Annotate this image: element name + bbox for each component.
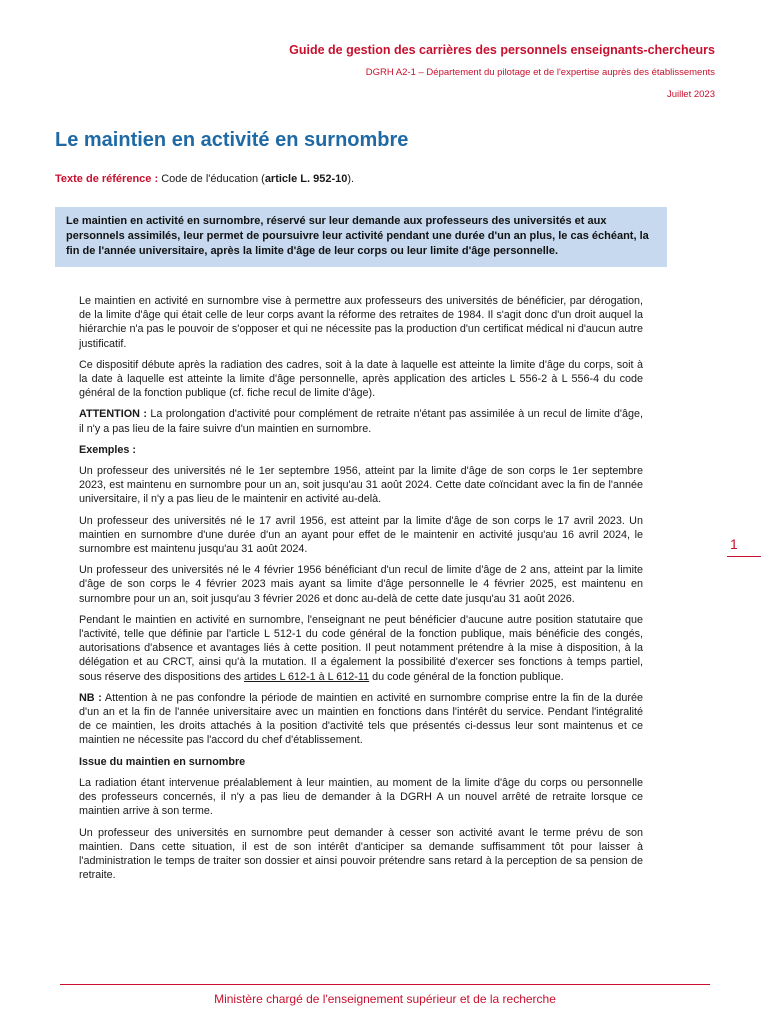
paragraph-intro: Le maintien en activité en surnombre vise à permettre aux professeurs des universités de bénéficier, par dérogation, de la limite d'âge qui était celle de leur corps avant la réforme des retraites de 1984. Il s'agit donc d'un droit auquel la hiérarchie n'a pas le pouvoir de s'opposer et qui ne nécessite pas la production d'un certificat médical ni d'aucun autre justificatif.	[79, 295, 643, 350]
page-number-rule	[727, 556, 761, 557]
footer-text: Ministère chargé de l'enseignement supérieur et de la recherche	[214, 992, 556, 1006]
example-3: Un professeur des universités né le 4 février 1956 bénéficiant d'un recul de limite d'âge de 2 ans, atteint par la limite d'âge de son corps le 4 février 2023 mais ayant sa limite d'âge personnelle le 4 février 2025, est maintenu en surnombre pour un an, soit jusqu'au 3 février 2026 et donc au-delà de cette date jusqu'au 31 août 2026.	[79, 564, 643, 605]
footer-rule	[60, 984, 710, 985]
attention-text: La prolongation d'activité pour complément de retraite n'étant pas assimilée à un recul de limite d'âge, il n'y a pas lieu de la faire suivre d'un maintien en surnombre.	[79, 408, 644, 435]
example-2: Un professeur des universités né le 17 avril 1956, est atteint par la limite d'âge de son corps le 17 avril 2023. Un maintien en surnombre d'une durée d'un an ayant pour effet de le maintenir en activité jusqu'au 16 avril 2024, le surnombre est maintenu jusqu'au 31 août 2024.	[79, 514, 643, 556]
paragraph-nb	[79, 691, 643, 748]
issue-heading: Issue du maintien en surnombre	[79, 755, 246, 768]
issue-paragraph-2: Un professeur des universités en surnombre peut demander à cesser son activité avant le terme prévu de son maintien. Dans cette situation, il est de son intérêt d'anticiper sa demande suffisamment tôt pour laisser à l'administration le temps de traiter son dossier et ainsi pouvoir prétendre sans retard à la perception de sa pension de retraite.	[79, 826, 643, 882]
issue-paragraph-1: La radiation étant intervenue préalablement à leur maintien, au moment de la limite d'âge du corps ou personnelle des professeurs concernés, il n'y a pas lieu de demander à la DGRH A un nouvel arrêté de retraite lorsque ce maintien arrive à son terme.	[79, 776, 643, 818]
nb-text: Attention à ne pas confondre la période de maintien en activité en surnombre comprise entre la fin de la durée d'un an et la fin de l'année universitaire avec un maintien en fonctions dans l'intérêt du service. Pendant l'intégralité de ce maintien, les droits attachés à la position d'activité tels que présentés ci-dessus leur sont maintenus et ce maintien ne nécessite pas l'accord du chef d'établissement.	[79, 691, 643, 747]
page-number: 1	[730, 536, 738, 552]
page-title: Le maintien en activité en surnombre	[55, 129, 409, 151]
example-1: Un professeur des universités né le 1er septembre 1956, atteint par la limite d'âge de son corps le 1er septembre 2023, est maintenu en surnombre pour un an, soit jusqu'au 31 août 2024. Cette date coïncidant avec la fin de l'année universitaire, il n'y a pas lieu de le maintenir en activité au-delà.	[79, 465, 643, 506]
reference-label: Texte de référence :	[55, 173, 159, 185]
attention-label: ATTENTION :	[79, 408, 147, 421]
summary-box: Le maintien en activité en surnombre, réservé sur leur demande aux professeurs des universités et aux personnels assimilés, leur permet de poursuivre leur activité pendant une durée d'un an plus, le cas échéant, la fin de l'année universitaire, après la limite d'âge de leur corps ou leur limite d'âge personnelle.	[55, 207, 667, 267]
reference-text-after: ).	[347, 173, 355, 185]
document-date: Juillet 2023	[666, 89, 715, 100]
paragraph-attention	[79, 407, 643, 435]
paragraph-pendant	[79, 613, 643, 684]
paragraph-dispositif: Ce dispositif débute après la radiation des cadres, soit à la date à laquelle est atteinte la limite d'âge du corps, soit à la date à laquelle est atteinte la limite d'âge personnelle, après application des articles L 556-2 à L 556-4 du code général de la fonction publique (cf. fiche recul de limite d'âge).	[79, 358, 643, 400]
reference-line	[55, 173, 354, 185]
body-text	[79, 294, 643, 889]
department-line: DGRH A2-1 – Département du pilotage et de l'expertise auprès des établissements	[365, 67, 715, 78]
reference-text-before: Code de l'éducation (	[161, 173, 265, 185]
examples-heading: Exemples :	[79, 443, 137, 456]
articles-link[interactable]: artides L 612-1 à L 612-11	[244, 670, 370, 683]
pendant-text-end: du code général de la fonction publique.	[369, 670, 564, 683]
nb-label: NB :	[79, 691, 102, 704]
guide-title: Guide de gestion des carrières des personnels enseignants-chercheurs	[289, 43, 715, 57]
pendant-text: Pendant le maintien en activité en surnombre, l'enseignant ne peut bénéficier d'aucune autre position statutaire que l'activité, telle que définie par l'article L 512-1 du code général de la fonction publique, mais bénéficie des congés, autorisations d'absence et avantages liés à cette position. Il peut notamment prétendre à la mise à disposition, à la délégation et au CRCT, ainsi qu'à la mutation. Il a également la possibilité d'exercer ses fonctions à temps partiel, sous réserve des dispositions des	[79, 613, 643, 683]
reference-article: article L. 952-10	[264, 173, 348, 185]
